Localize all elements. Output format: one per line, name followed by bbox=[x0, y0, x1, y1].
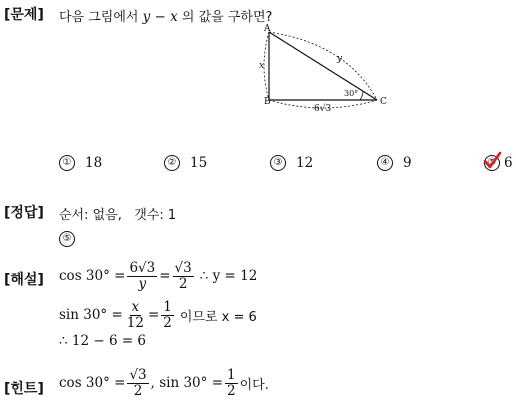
choice-3-mark: ③ bbox=[270, 155, 286, 171]
side-x-label: x bbox=[259, 61, 265, 71]
choice-3[interactable] bbox=[270, 155, 313, 171]
choice-4-mark: ④ bbox=[377, 155, 393, 171]
choice-4[interactable] bbox=[377, 155, 412, 171]
choice-2-value: 15 bbox=[190, 155, 208, 171]
angle-label: 30° bbox=[344, 89, 359, 98]
angle-arc bbox=[360, 91, 363, 100]
choice-3-value: 12 bbox=[296, 155, 314, 171]
choice-1[interactable] bbox=[59, 155, 102, 171]
hint-line: cos 30° = $\frac{√3}{2}$ , sin 30° = $\frac{1}{2}$ 이다. bbox=[59, 367, 269, 399]
answer-tag: [정답] bbox=[4, 205, 44, 221]
vertex-b-label: B bbox=[264, 97, 271, 107]
answer-meta: 순서: 없음, 갯수: 1 bbox=[59, 208, 177, 223]
choice-5-mark: ⑤ bbox=[484, 155, 500, 171]
vertex-a-label: A bbox=[264, 24, 271, 34]
choice-5[interactable] bbox=[484, 155, 513, 171]
explanation-tag: [해설] bbox=[4, 272, 44, 288]
choice-1-mark: ① bbox=[59, 155, 75, 171]
brace-x bbox=[264, 32, 269, 100]
question-text: 다음 그림에서 y − x 의 값을 구하면? bbox=[59, 9, 273, 25]
choice-5-value: 6 bbox=[504, 155, 513, 171]
answer-value: ⑤ bbox=[59, 226, 75, 247]
choice-2[interactable] bbox=[164, 155, 207, 171]
check-icon bbox=[482, 151, 502, 171]
explanation-line-1: cos 30° = $\frac{6√3}{y}$ = $\frac{√3}{2}$ ∴ y = 12 bbox=[59, 260, 258, 292]
choice-1-value: 18 bbox=[85, 155, 103, 171]
side-ac bbox=[269, 32, 377, 100]
explanation-line-3: ∴ 12 − 6 = 6 bbox=[59, 333, 147, 349]
base-label: 6√3 bbox=[314, 104, 332, 114]
explanation-line-2: sin 30° = $\frac{x}{12}$ = $\frac{1}{2}$ 이므로 x = 6 bbox=[59, 299, 257, 331]
hint-tag: [힌트] bbox=[4, 381, 44, 397]
choice-4-value: 9 bbox=[403, 155, 412, 171]
question-tag: [문제] bbox=[4, 7, 44, 23]
side-y-label: y bbox=[337, 54, 343, 64]
vertex-c-label: C bbox=[380, 97, 387, 107]
choice-2-mark: ② bbox=[164, 155, 180, 171]
